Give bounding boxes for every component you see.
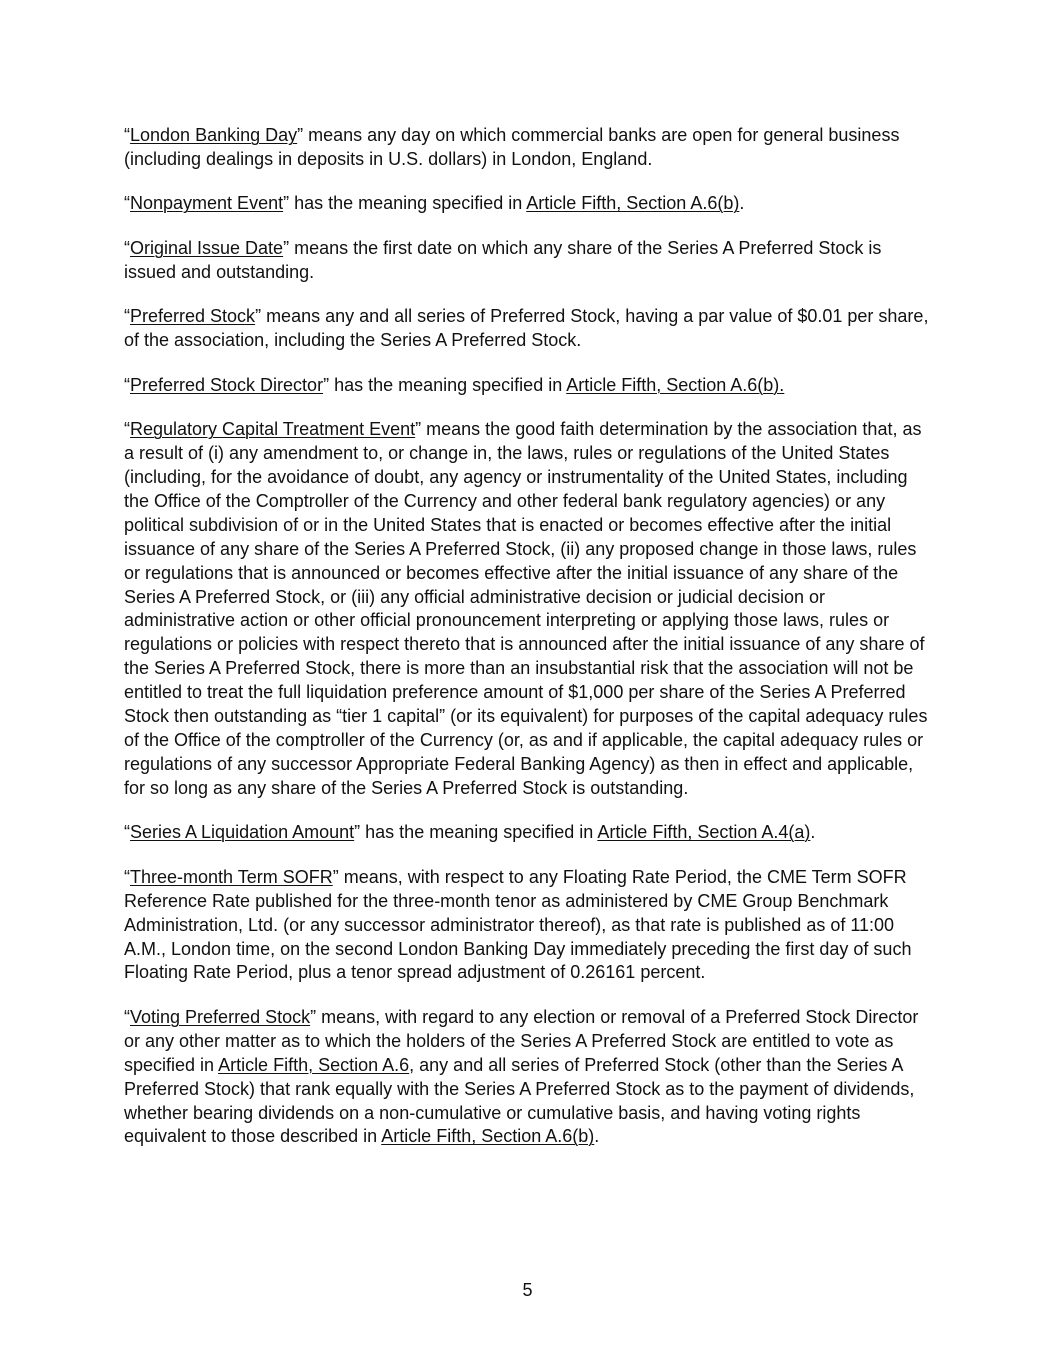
defined-term: Three-month Term SOFR [130,866,333,887]
definition-london-banking-day: “London Banking Day” means any day on which commercial banks are open for general business (including dealings in deposits in U.S. dollars) in London, England. [124,125,900,169]
definitions-list [124,124,936,1170]
defined-term: Original Issue Date [130,237,284,258]
definition-text: means any day on which commercial banks are open for general business (including dealings in deposits in U.S. dollars) in London, England. [124,125,900,169]
definition-nonpayment-event: “Nonpayment Event” has the meaning specified in Article Fifth, Section A.6(b). [124,193,745,214]
definition-text: means any and all series of Preferred Stock, having a par value of $0.01 per share, of the association, including the Series A Preferred Stock. [124,306,929,351]
definition-series-a-liquidation-amount: “Series A Liquidation Amount” has the meaning specified in Article Fifth, Section A.4(a). [124,822,816,843]
definition-text: means the good faith determination by the association that, as a result of (i) any amendment to, or change in, the laws, rules or regulations of the United States (including, for the avoidance of doubt, any agency or instrumentality of the United States, including the Office of the Comptroller of the Currency and other federal bank regulatory agencies) or any political subdivision of or in the United States that is enacted or becomes effective after the initial issuance of any share of the Series A Preferred Stock, (ii) any proposed change in those laws, rules or regulations that is announced or becomes effective after the initial issuance of any share of the Series A Preferred Stock, or (iii) any official administrative decision or judicial decision or administrative action or other official pronouncement interpreting or applying those laws, rules or regulations or policies with respect thereto that is announced after the initial issuance of any share of the Series A Preferred Stock, there is more than an insubstantial risk that the association will not be entitled to treat the full liquidation preference amount of $1,000 per share of the Series A Preferred Stock then outstanding as “tier 1 capital” (or its equivalent) for purposes of the capital adequacy rules of the Office of the comptroller of the Currency (or, as and if applicable, the capital adequacy rules or regulations of any successor Appropriate Federal Banking Agency) as then in effect and applicable, for so long as any share of the Series A Preferred Stock is outstanding. [124,419,928,798]
defined-term: Voting Preferred Stock [130,1006,311,1027]
section-reference: Article Fifth, Section A.6(b) [526,193,740,214]
definition-text: has the meaning specified in [289,193,527,214]
section-reference: Article Fifth, Section A.6(b). [566,374,785,395]
section-reference: Article Fifth, Section A.6 [218,1054,410,1075]
defined-term: London Banking Day [130,125,298,145]
definition-text: has the meaning specified in [329,374,567,395]
defined-term: Series A Liquidation Amount [130,822,355,843]
page-number: 5 [522,1280,533,1300]
definition-regulatory-capital-treatment-event: “Regulatory Capital Treatment Event” means the good faith determination by the association that, as a result of (i) any amendment to, or change in, the laws, rules or regulations of the United States (including, for the avoidance of doubt, any agency or instrumentality of the United States, including the Office of the Comptroller of the Currency and other federal bank regulatory agencies) or any political subdivision of or in the United States that is enacted or becomes effective after the initial issuance of any share of the Series A Preferred Stock, (ii) any proposed change in those laws, rules or regulations that is announced or becomes effective after the initial issuance of any share of the Series A Preferred Stock, or (iii) any official administrative decision or judicial decision or administrative action or other official pronouncement interpreting or applying those laws, rules or regulations or policies with respect thereto that is announced after the initial issuance of any share of the Series A Preferred Stock, there is more than an insubstantial risk that the association will not be entitled to treat the full liquidation preference amount of $1,000 per share of the Series A Preferred Stock then outstanding as “tier 1 capital” (or its equivalent) for purposes of the capital adequacy rules of the Office of the comptroller of the Currency (or, as and if applicable, the capital adequacy rules or regulations of any successor Appropriate Federal Banking Agency) as then in effect and applicable, for so long as any share of the Series A Preferred Stock is outstanding. [124,419,928,798]
section-reference: Article Fifth, Section A.6(b) [381,1126,595,1147]
definition-text: means, with regard to any election or removal of a Preferred Stock Director or any other matter as to which the holders of the Series A Preferred Stock are entitled to vote as specified in [124,1006,919,1075]
defined-term: Preferred Stock Director [130,374,324,395]
defined-term: Preferred Stock [130,306,256,327]
definition-text: means the first date on which any share of the Series A Preferred Stock is issued and outstanding. [124,237,882,282]
definition-text: means, with respect to any Floating Rate Period, the CME Term SOFR Reference Rate published for the three-month tenor as administered by CME Group Benchmark Administration, Ltd. (or any successor administrator thereof), as that rate is published as of 11:00 A.M., London time, on the second London Banking Day immediately preceding the first day of such Floating Rate Period, plus a tenor spread adjustment of 0.26161 percent. [124,866,912,983]
definition-text: has the meaning specified in [360,822,598,843]
definition-voting-preferred-stock: “Voting Preferred Stock” means, with regard to any election or removal of a Preferred Stock Director or any other matter as to which the holders of the Series A Preferred Stock are entitled to vote as specified in Article Fifth, Section A.6, any and all series of Preferred Stock (other than the Series A Preferred Stock) that rank equally with the Series A Preferred Stock as to the payment of dividends, whether bearing dividends on a non-cumulative or cumulative basis, and having voting rights equivalent to those described in Article Fifth, Section A.6(b). [124,1006,919,1147]
definition-preferred-stock-director: “Preferred Stock Director” has the meaning specified in Article Fifth, Section A.6(b). [124,374,785,395]
defined-term: Nonpayment Event [130,193,284,214]
defined-term: Regulatory Capital Treatment Event [130,419,416,440]
section-reference: Article Fifth, Section A.4(a) [597,822,811,843]
definition-three-month-term-sofr: “Three-month Term SOFR” means, with respect to any Floating Rate Period, the CME Term SOFR Reference Rate published for the three-month tenor as administered by CME Group Benchmark Administration, Ltd. (or any successor administrator thereof), as that rate is published as of 11:00 A.M., London time, on the second London Banking Day immediately preceding the first day of such Floating Rate Period, plus a tenor spread adjustment of 0.26161 percent. [124,866,912,983]
definition-text: , any and all series of Preferred Stock (other than the Series A Preferred Stock) that rank equally with the Series A Preferred Stock as to the payment of dividends, whether bearing dividends on a non-cumulative or cumulative basis, and having voting rights equivalent to those described in [124,1054,915,1147]
definition-preferred-stock: “Preferred Stock” means any and all series of Preferred Stock, having a par value of $0.01 per share, of the association, including the Series A Preferred Stock. [124,306,929,351]
definition-original-issue-date: “Original Issue Date” means the first date on which any share of the Series A Preferred Stock is issued and outstanding. [124,237,882,282]
